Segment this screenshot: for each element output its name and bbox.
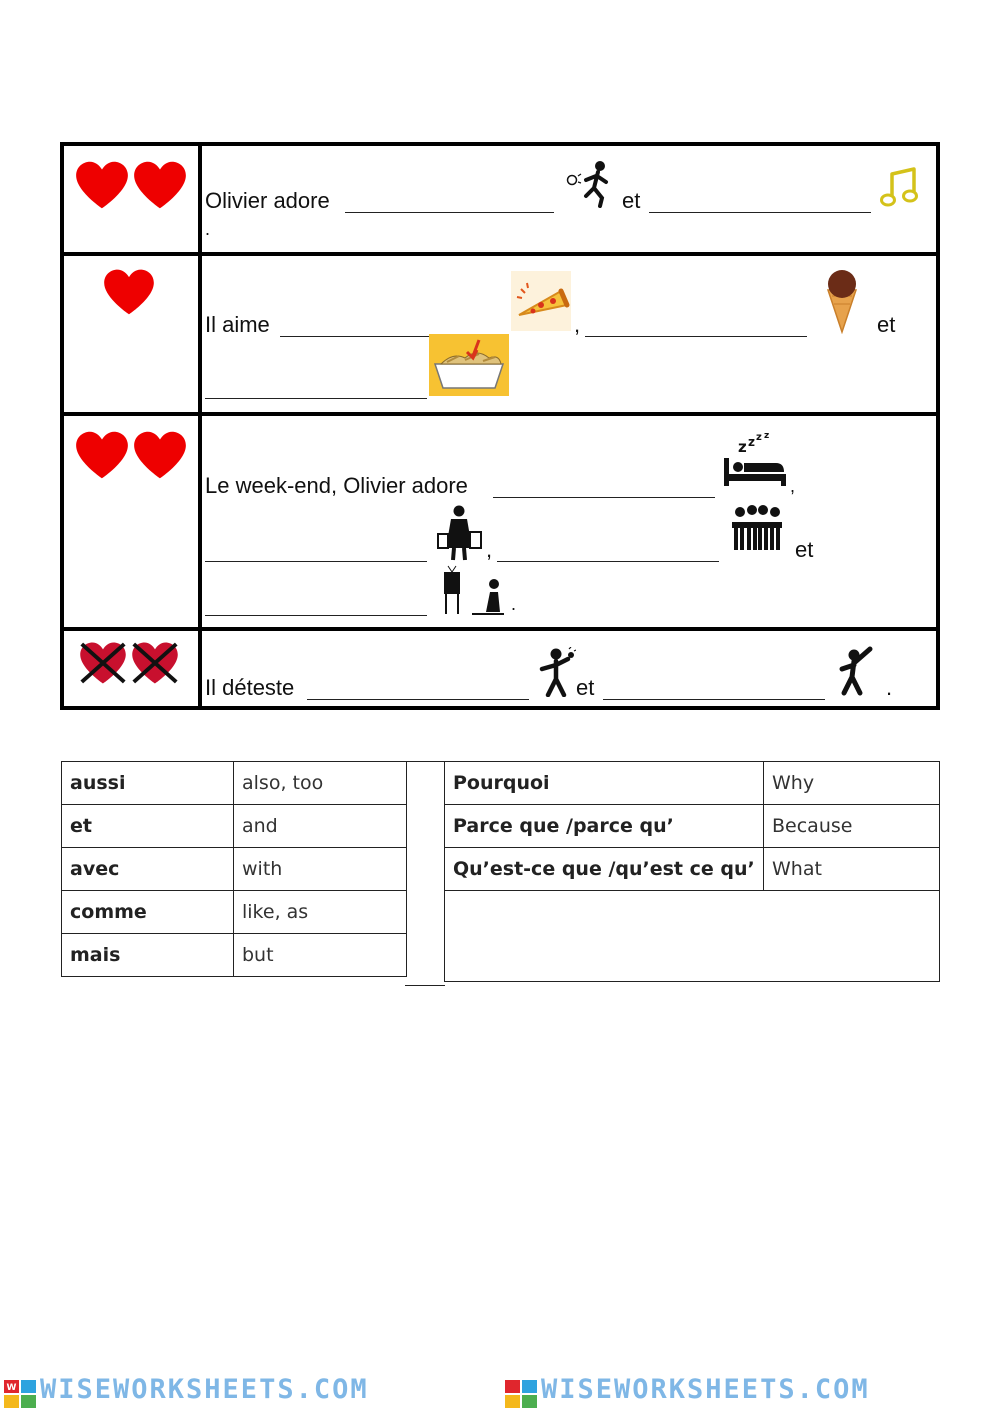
crossed-heart-icon bbox=[130, 641, 180, 685]
answer-blank[interactable] bbox=[205, 615, 427, 616]
column-divider bbox=[198, 256, 202, 412]
connector-et: et bbox=[795, 537, 814, 562]
french-term: Pourquoi bbox=[445, 762, 764, 805]
football-player-icon bbox=[564, 158, 616, 210]
sentence-start: Olivier adore bbox=[205, 188, 330, 213]
answer-blank[interactable] bbox=[307, 699, 529, 700]
shopping-icon bbox=[434, 504, 484, 562]
exercise-row-1 bbox=[64, 146, 936, 252]
svg-text:z: z bbox=[738, 438, 747, 456]
heart-icon bbox=[74, 160, 130, 210]
vocab-question-row bbox=[445, 848, 940, 891]
watermark-text: WISEWORKSHEETS.COM bbox=[40, 1374, 369, 1405]
french-term: mais bbox=[62, 934, 234, 977]
vocab-connector-row bbox=[62, 934, 407, 977]
sleeping-icon bbox=[722, 432, 788, 490]
column-divider bbox=[198, 416, 202, 627]
svg-text:z: z bbox=[748, 435, 755, 449]
french-term: aussi bbox=[62, 762, 234, 805]
exercise-row-4 bbox=[64, 627, 936, 710]
svg-text:z: z bbox=[764, 432, 770, 441]
vocab-question-row bbox=[445, 762, 940, 805]
english-translation: but bbox=[234, 934, 407, 977]
english-translation: and bbox=[234, 805, 407, 848]
separator-comma: , bbox=[790, 476, 796, 496]
sentence-end: . bbox=[511, 594, 517, 614]
vocab-table-connectors bbox=[61, 761, 407, 977]
answer-blank[interactable] bbox=[493, 497, 715, 498]
friends-icon bbox=[728, 504, 786, 552]
french-term: avec bbox=[62, 848, 234, 891]
sentence-start: Le week-end, Olivier adore bbox=[205, 473, 468, 498]
svg-text:z: z bbox=[756, 432, 762, 443]
connector-et: et bbox=[576, 675, 595, 700]
vocab-table-questions bbox=[444, 761, 940, 982]
answer-blank[interactable] bbox=[205, 398, 427, 399]
vocab-connector-row bbox=[62, 805, 407, 848]
answer-blank[interactable] bbox=[649, 212, 871, 213]
vocab-connector-row bbox=[62, 848, 407, 891]
music-note-icon bbox=[880, 166, 920, 210]
watching-tv-icon bbox=[442, 564, 506, 616]
sentence-start: Il aime bbox=[205, 312, 270, 337]
vocab-connector-row bbox=[62, 762, 407, 805]
vocab-table-gap bbox=[405, 761, 445, 986]
watermark-footer bbox=[0, 1372, 1000, 1413]
english-translation: with bbox=[234, 848, 407, 891]
crossed-heart-icon bbox=[78, 641, 128, 685]
heart-icon bbox=[132, 430, 188, 480]
separator-comma: , bbox=[574, 312, 581, 337]
connector-et: et bbox=[877, 312, 896, 337]
logo-letter: W bbox=[6, 1383, 17, 1393]
heart-icon bbox=[74, 430, 130, 480]
exercise-table bbox=[60, 142, 940, 710]
heart-icon bbox=[132, 160, 188, 210]
hearts-cell bbox=[64, 256, 198, 412]
separator-comma: , bbox=[486, 537, 493, 562]
answer-blank[interactable] bbox=[205, 561, 427, 562]
sentence-end: . bbox=[886, 675, 893, 700]
hearts-cell bbox=[64, 146, 198, 252]
answer-blank[interactable] bbox=[585, 336, 807, 337]
english-translation: Because bbox=[764, 805, 940, 848]
dancing-icon bbox=[834, 643, 878, 697]
sentence-end: . bbox=[205, 219, 211, 239]
wiseworksheets-logo-icon bbox=[4, 1380, 36, 1408]
hearts-cell bbox=[64, 416, 198, 627]
sentence-start: Il déteste bbox=[205, 675, 295, 700]
english-translation: like, as bbox=[234, 891, 407, 934]
french-term: Qu’est-ce que /qu’est ce qu’ bbox=[445, 848, 764, 891]
exercise-row-2 bbox=[64, 252, 936, 412]
french-term: comme bbox=[62, 891, 234, 934]
wiseworksheets-logo-icon bbox=[505, 1380, 537, 1408]
vocab-connector-row bbox=[62, 891, 407, 934]
connector-et: et bbox=[622, 188, 641, 213]
poutine-icon bbox=[429, 334, 509, 396]
english-translation: Why bbox=[764, 762, 940, 805]
exercise-row-3 bbox=[64, 412, 936, 627]
empty-cell bbox=[445, 891, 940, 982]
vocab-empty-row bbox=[445, 891, 940, 982]
pizza-icon bbox=[511, 271, 571, 331]
ice-cream-icon bbox=[822, 268, 862, 334]
column-divider bbox=[198, 631, 202, 710]
answer-blank[interactable] bbox=[603, 699, 825, 700]
answer-blank[interactable] bbox=[345, 212, 554, 213]
french-term: et bbox=[62, 805, 234, 848]
english-translation: also, too bbox=[234, 762, 407, 805]
heart-icon bbox=[102, 268, 156, 316]
watermark-text: WISEWORKSHEETS.COM bbox=[541, 1374, 870, 1405]
column-divider bbox=[198, 146, 202, 252]
hearts-cell bbox=[64, 631, 198, 710]
singing-icon bbox=[536, 647, 576, 697]
french-term: Parce que /parce qu’ bbox=[445, 805, 764, 848]
answer-blank[interactable] bbox=[497, 561, 719, 562]
english-translation: What bbox=[764, 848, 940, 891]
vocab-question-row bbox=[445, 805, 940, 848]
